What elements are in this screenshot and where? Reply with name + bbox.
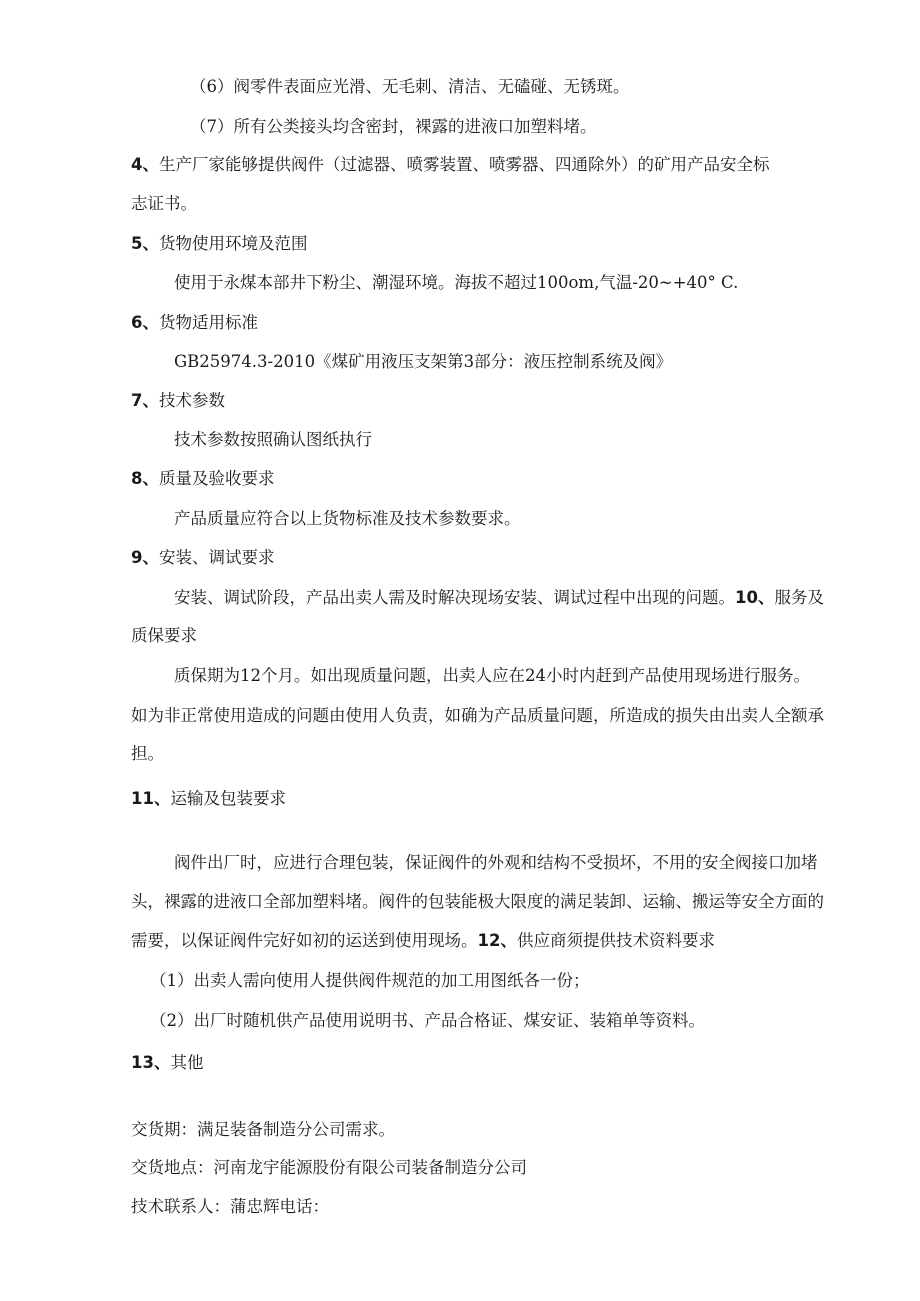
- section-9-title: 安装、调试要求: [158, 548, 275, 567]
- section-9-number: 9、: [131, 548, 159, 567]
- section-10-para-1: 质保期为12个月。如出现质量问题，出卖人应在24小时内赶到产品使用现场进行服务。: [174, 666, 810, 685]
- section-5-heading: [131, 233, 307, 255]
- section-12-item-1: （1）出卖人需向使用人提供阀件规范的加工用图纸各一份；: [150, 971, 590, 990]
- connector-seal-line: （7）所有公类接头均含密封，裸露的进液口加塑料堵。: [190, 117, 597, 136]
- section-11-number: 11、: [131, 789, 171, 808]
- section-11-para-3: [131, 930, 715, 952]
- section-11-heading: [131, 788, 286, 810]
- section-5-body: 使用于永煤本部井下粉尘、潮湿环境。海拔不超过100om,气温-20~+40° C.: [174, 273, 739, 292]
- section-10-number: 10、: [735, 588, 775, 607]
- section-4-text: 生产厂家能够提供阀件（过滤器、喷雾装置、喷雾器、四通除外）的矿用产品安全标: [158, 155, 770, 174]
- section-4-continuation: 志证书。: [131, 194, 197, 213]
- section-13-title: 其他: [170, 1053, 204, 1072]
- section-8-heading: [131, 468, 274, 490]
- section-10-title-a: 服务及: [774, 588, 824, 607]
- section-13-heading: [131, 1052, 203, 1074]
- section-7-title: 技术参数: [158, 391, 225, 410]
- section-8-body: 产品质量应符合以上货物标准及技术参数要求。: [174, 509, 521, 528]
- section-4: [131, 154, 769, 176]
- section-7-heading: [131, 390, 225, 412]
- section-6-title: 货物适用标准: [158, 313, 258, 332]
- technical-contact: 技术联系人：蒲忠辉电话：: [131, 1197, 329, 1216]
- section-11-title: 运输及包装要求: [170, 789, 286, 808]
- section-10-para-2: 如为非正常使用造成的问题由使用人负责，如确为产品质量问题，所造成的损失由出卖人全额承: [131, 706, 824, 725]
- section-12-number: 12、: [477, 931, 517, 950]
- section-11-para-2: 头，裸露的进液口全部加塑料堵。阀件的包装能极大限度的满足装卸、运输、搬运等安全方面的: [131, 892, 824, 911]
- section-7-number: 7、: [131, 391, 159, 410]
- section-4-number: 4、: [131, 155, 159, 174]
- section-10-para-3: 担。: [131, 744, 164, 763]
- section-7-body: 技术参数按照确认图纸执行: [174, 430, 372, 449]
- section-11-para-1: 阀件出厂时，应进行合理包装，保证阀件的外观和结构不受损坏，不用的安全阀接口加堵: [174, 853, 818, 872]
- section-9-body-text: 安装、调试阶段，产品出卖人需及时解决现场安装、调试过程中出现的问题。: [174, 588, 735, 607]
- delivery-period: 交货期：满足装备制造分公司需求。: [131, 1120, 395, 1139]
- section-12-title: 供应商须提供技术资料要求: [516, 931, 715, 950]
- delivery-place: 交货地点：河南龙宇能源股份有限公司装备制造分公司: [131, 1158, 527, 1177]
- section-6-number: 6、: [131, 313, 159, 332]
- section-10-title-b: 质保要求: [131, 626, 197, 645]
- valve-surface-line: （6）阀零件表面应光滑、无毛刺、清洁、无磕碰、无锈斑。: [190, 77, 630, 96]
- section-5-title: 货物使用环境及范围: [158, 234, 308, 253]
- section-6-heading: [131, 312, 258, 334]
- section-13-number: 13、: [131, 1053, 171, 1072]
- section-12-item-2: （2）出厂时随机供产品使用说明书、产品合格证、煤安证、装箱单等资料。: [150, 1011, 705, 1030]
- section-5-number: 5、: [131, 234, 159, 253]
- section-9-heading: [131, 547, 274, 569]
- section-8-number: 8、: [131, 469, 159, 488]
- section-8-title: 质量及验收要求: [158, 469, 275, 488]
- section-9-body: [174, 587, 824, 609]
- section-11-para-3-text: 需要，以保证阀件完好如初的运送到使用现场。: [131, 931, 478, 950]
- section-6-body: GB25974.3-2010《煤矿用液压支架第3部分：液压控制系统及阀》: [174, 352, 673, 371]
